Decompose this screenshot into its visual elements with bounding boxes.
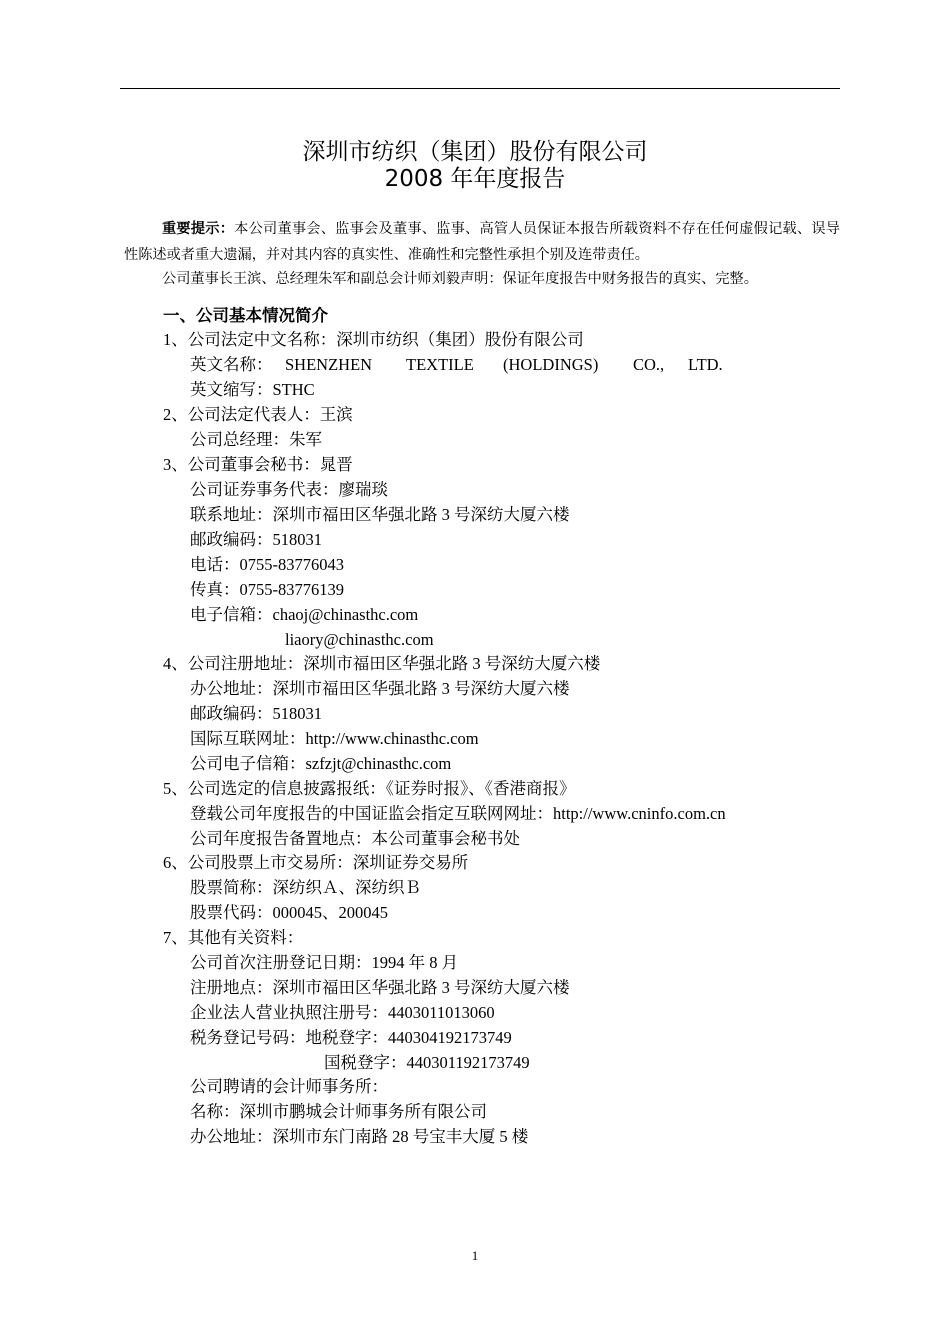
english-name-part: LTD. — [688, 355, 723, 374]
english-name-part: (HOLDINGS) — [503, 355, 599, 374]
info-line: 邮政编码：518031 — [190, 530, 322, 549]
english-name-line — [190, 353, 730, 377]
report-title-year: 2008 年年度报告 — [384, 166, 566, 192]
info-line: 联系地址：深圳市福田区华强北路 3 号深纺大厦六楼 — [190, 505, 570, 524]
info-line: 1、公司法定中文名称：深圳市纺织（集团）股份有限公司 — [163, 330, 584, 349]
info-line: 办公地址：深圳市福田区华强北路 3 号深纺大厦六楼 — [190, 679, 570, 698]
info-line: 公司年度报告备置地点：本公司董事会秘书处 — [190, 829, 520, 848]
info-line: 股票代码：000045、200045 — [190, 903, 388, 922]
info-line: 办公地址：深圳市东门南路 28 号宝丰大厦 5 楼 — [190, 1127, 529, 1146]
info-line: 名称：深圳市鹏城会计师事务所有限公司 — [190, 1102, 487, 1121]
info-line: 税务登记号码：地税登字：440304192173749 — [190, 1028, 512, 1047]
info-line: 4、公司注册地址：深圳市福田区华强北路 3 号深纺大厦六楼 — [163, 654, 601, 673]
info-line: 国际互联网址：http://www.chinasthc.com — [190, 729, 479, 748]
info-line: 英文缩写：STHC — [190, 380, 315, 399]
info-line: liaory@chinasthc.com — [285, 630, 434, 649]
notice-label: 重要提示： — [162, 221, 235, 237]
info-line: 5、公司选定的信息披露报纸：《证券时报》、《香港商报》 — [163, 779, 576, 798]
info-line: 公司聘请的会计师事务所： — [190, 1077, 388, 1096]
english-name-label: 英文名称： — [190, 355, 273, 374]
info-line: 登载公司年度报告的中国证监会指定互联网网址：http://www.cninfo.com.cn — [190, 804, 726, 823]
english-name-part: CO., — [633, 355, 665, 374]
report-title-company: 深圳市纺织（集团）股份有限公司 — [302, 139, 648, 165]
info-line: 公司证券事务代表：廖瑞琰 — [190, 480, 388, 499]
info-line: 公司电子信箱：szfzjt@chinasthc.com — [190, 754, 452, 773]
info-line: 电子信箱：chaoj@chinasthc.com — [190, 605, 419, 624]
info-line: 传真：0755-83776139 — [190, 580, 344, 599]
info-line: 6、公司股票上市交易所：深圳证券交易所 — [163, 853, 469, 872]
info-line: 7、其他有关资料： — [163, 928, 304, 947]
english-name-part: SHENZHEN — [285, 355, 373, 374]
page-number: 1 — [471, 1248, 479, 1263]
info-line: 电话：0755-83776043 — [190, 555, 344, 574]
info-line: 注册地点：深圳市福田区华强北路 3 号深纺大厦六楼 — [190, 978, 570, 997]
info-line: 股票简称：深纺织Ａ、深纺织Ｂ — [190, 878, 421, 897]
info-line: 公司总经理：朱军 — [190, 430, 322, 449]
section-heading: 一、公司基本情况简介 — [163, 306, 328, 325]
notice-text: 本公司董事会、监事会及董事、监事、高管人员保证本报告所载资料不存在任何虚假记载、误导性陈述或者重大遗漏，并对其内容的真实性、准确性和完整性承担个别及连带责任。 — [124, 221, 840, 263]
info-line: 企业法人营业执照注册号：4403011013060 — [190, 1003, 495, 1022]
info-line: 公司首次注册登记日期：1994 年 8 月 — [190, 953, 459, 972]
header-rule — [120, 88, 840, 89]
info-line: 2、公司法定代表人：王滨 — [163, 405, 353, 424]
notice-statement: 公司董事长王滨、总经理朱军和副总会计师刘毅声明：保证年度报告中财务报告的真实、完整。 — [162, 271, 758, 287]
info-line: 国税登字：440301192173749 — [324, 1053, 530, 1072]
info-line: 3、公司董事会秘书：晁晋 — [163, 455, 353, 474]
info-line: 邮政编码：518031 — [190, 704, 322, 723]
important-notice — [124, 216, 840, 268]
english-name-part: TEXTILE — [406, 355, 474, 374]
